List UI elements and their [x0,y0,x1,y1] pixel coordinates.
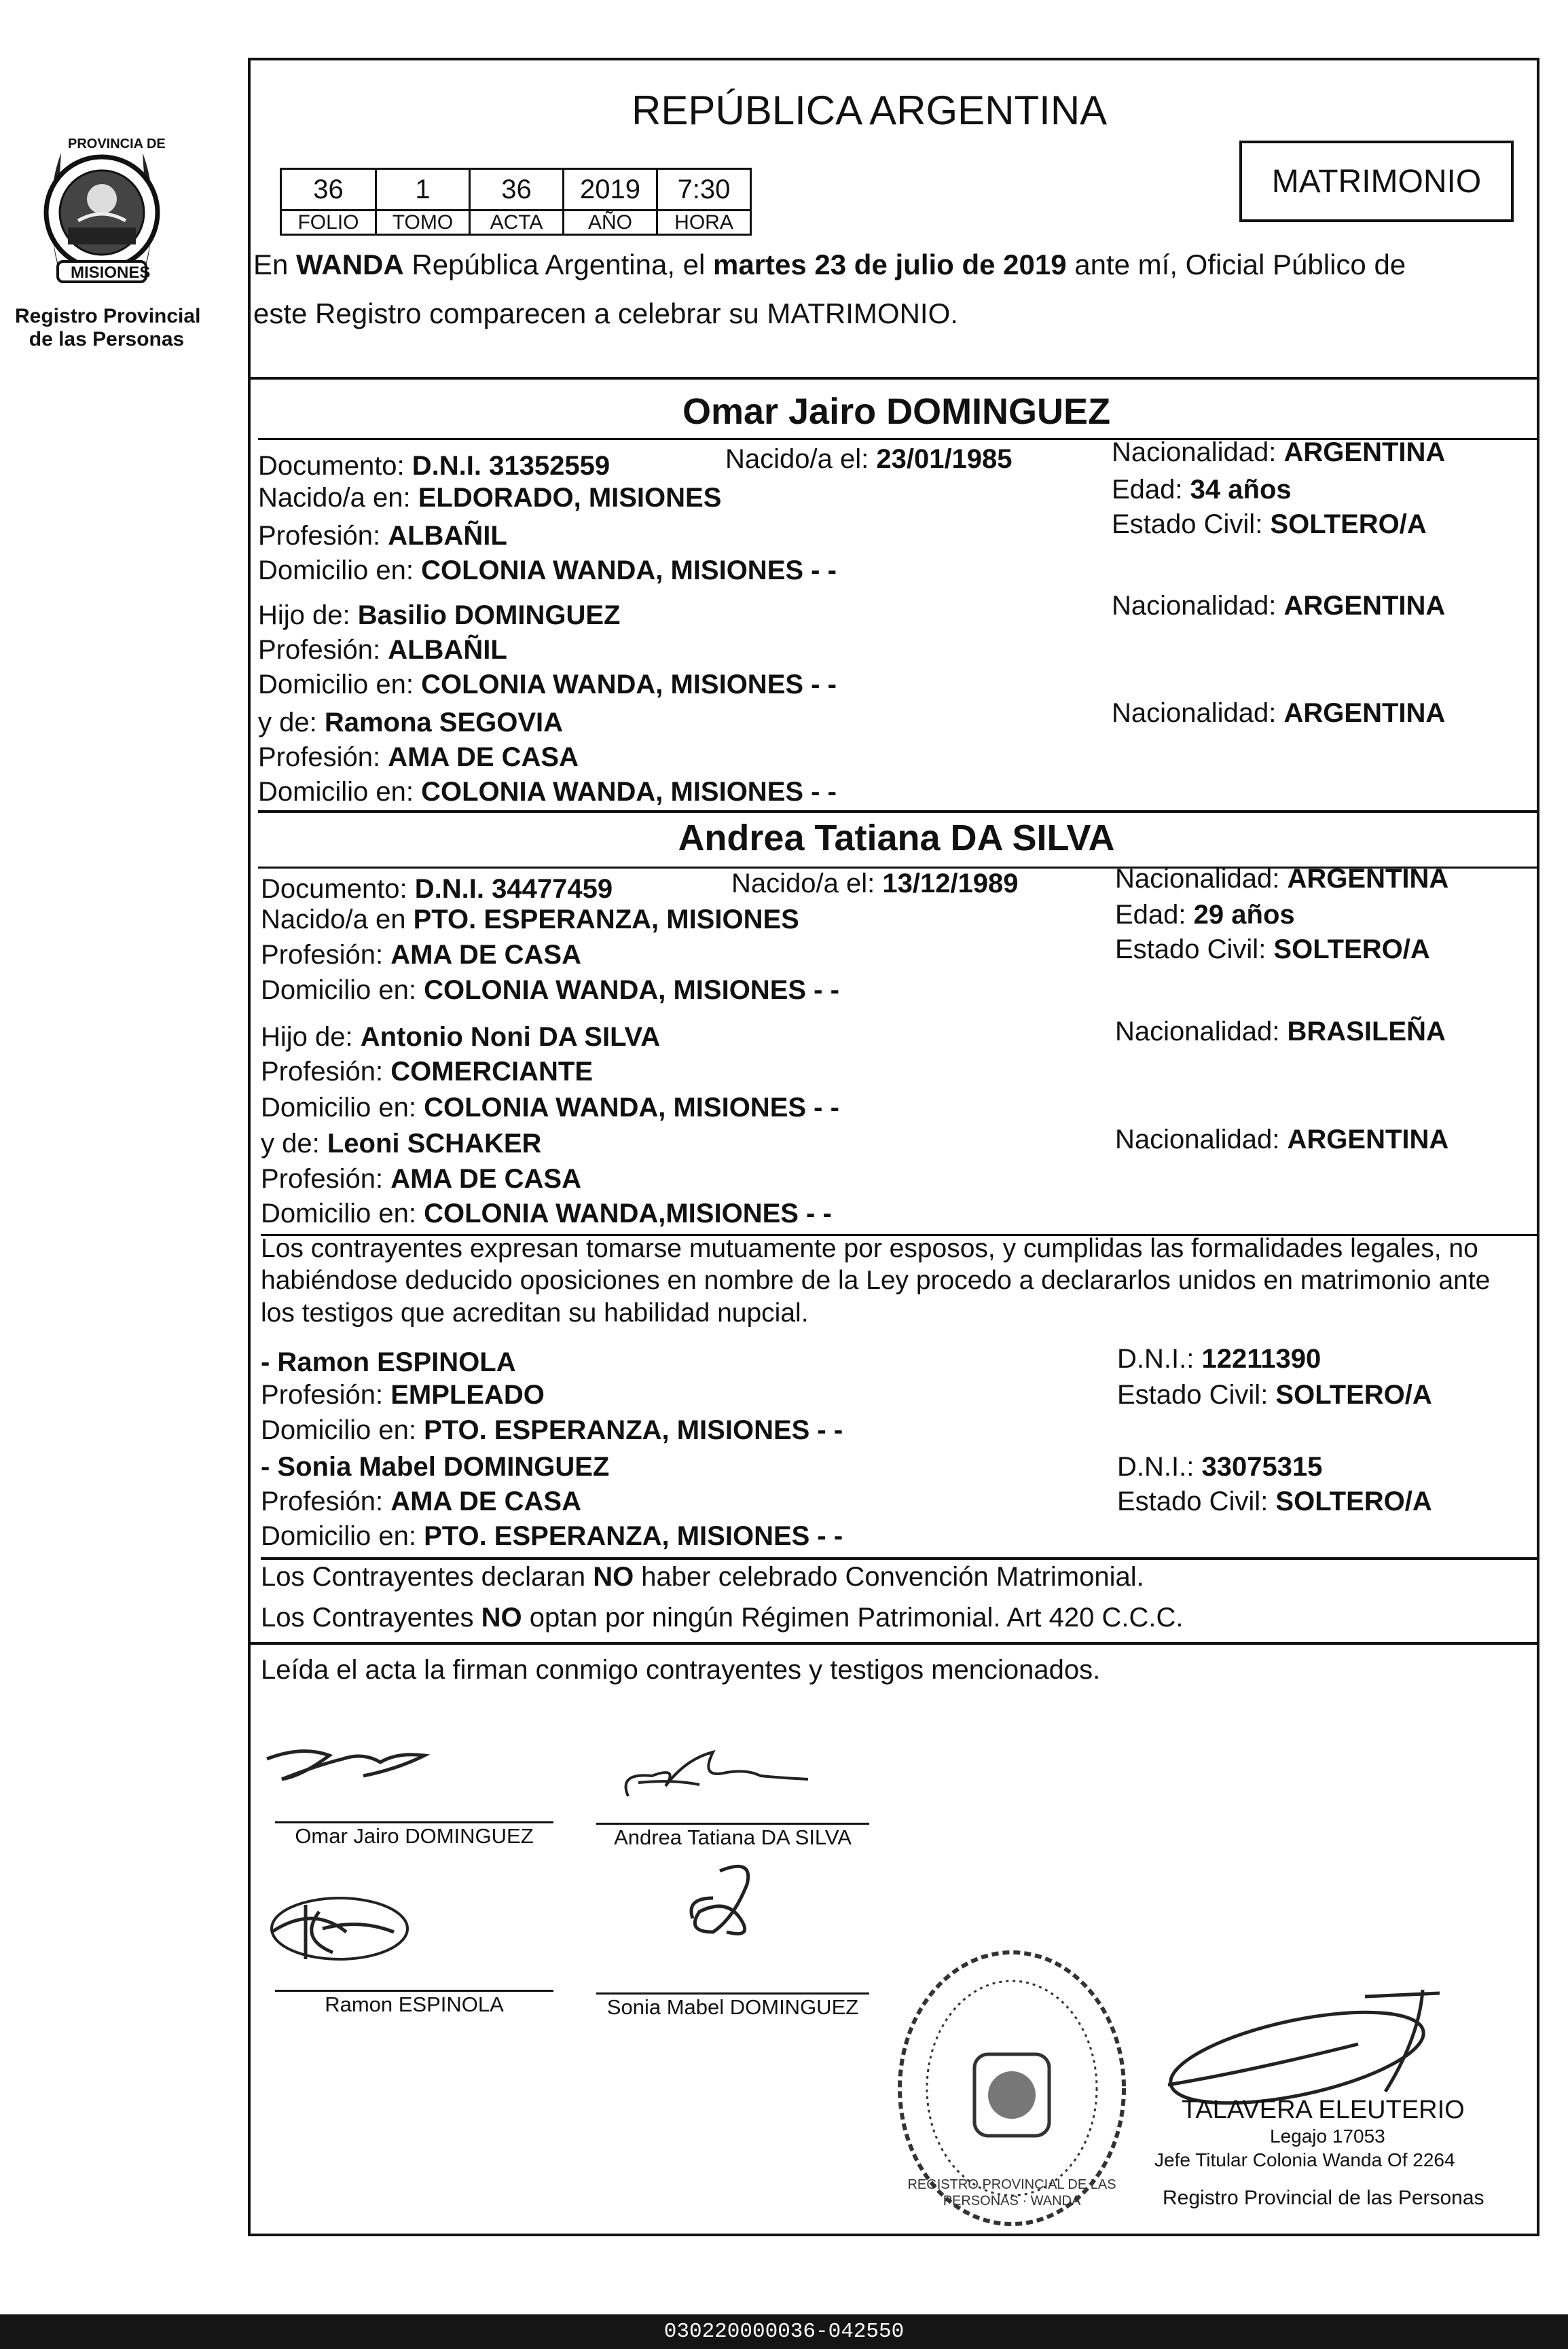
groom-mother-nationality: Nacionalidad: ARGENTINA [1112,698,1446,728]
divider [251,377,1537,380]
witness-2-civil-status: Estado Civil: SOLTERO/A [1117,1487,1432,1516]
official-legajo: Legajo 17053 [1270,2126,1385,2147]
groom-name: Omar Jairo DOMINGUEZ [682,391,1111,432]
closing-statement: Leída el acta la firman conmigo contrayentes y testigos mencionados. [261,1655,1101,1685]
bride-mother: y de: Leoni SCHAKER [261,1129,542,1159]
groom-signature-caption: Omar Jairo DOMINGUEZ [295,1824,534,1848]
witness-2-signature [672,1857,788,1946]
signature-line [596,1992,869,1995]
registry-name-line2: de las Personas [29,328,185,350]
bride-birthplace: Nacido/a en PTO. ESPERANZA, MISIONES [261,905,799,934]
groom-mother-address: Domicilio en: COLONIA WANDA, MISIONES - - [258,777,837,807]
tomo-value: 1 [376,169,470,211]
intro-line-2: este Registro comparecen a celebrar su MATRIMONIO. [253,297,958,329]
bride-name: Andrea Tatiana DA SILVA [678,818,1115,858]
seal-bottom-text: MISIONES [71,263,151,282]
acta-value: 36 [470,169,564,211]
signature-line [275,1821,553,1823]
witness-1-address: Domicilio en: PTO. ESPERANZA, MISIONES - - [261,1415,843,1445]
bride-address: Domicilio en: COLONIA WANDA, MISIONES - - [261,975,839,1005]
witness-2-dni: D.N.I.: 33075315 [1117,1452,1323,1482]
registry-name-line1: Registro Provincial [15,305,201,327]
declaration-line-1: Los contrayentes expresan tomarse mutuamente por esposos, y cumplidas las formalidades legales, no [261,1234,1478,1263]
bride-father-nationality: Nacionalidad: BRASILEÑA [1115,1017,1446,1046]
bride-mother-profession: Profesión: AMA DE CASA [261,1164,581,1194]
hour-label: HORA [657,211,751,235]
witness-2-address: Domicilio en: PTO. ESPERANZA, MISIONES - - [261,1521,843,1551]
groom-father: Hijo de: Basilio DOMINGUEZ [258,600,621,630]
folio-value: 36 [281,169,376,211]
bride-mother-nationality: Nacionalidad: ARGENTINA [1115,1125,1449,1154]
hour-value: 7:30 [657,169,751,211]
groom-nationality: Nacionalidad: ARGENTINA [1112,437,1446,467]
groom-mother: y de: Ramona SEGOVIA [258,708,564,738]
official-registry: Registro Provincial de las Personas [1163,2187,1484,2209]
groom-signature [261,1738,445,1800]
barcode-text: 030220000036-042550 [663,2320,905,2344]
acta-label: ACTA [470,211,564,235]
record-type: MATRIMONIO [1271,163,1482,200]
country-title: REPÚBLICA ARGENTINA [632,88,1108,133]
signature-line [596,1823,869,1825]
witness-1-name: - Ramon ESPINOLA [261,1347,516,1377]
bride-civil-status: Estado Civil: SOLTERO/A [1115,934,1430,964]
year-value: 2019 [564,169,657,211]
declaration-line-3: los testigos que acreditan su habilidad nupcial. [261,1298,809,1328]
official-name: TALAVERA ELEUTERIO [1182,2096,1465,2124]
witness-1-profession: Profesión: EMPLEADO [261,1380,545,1410]
witness-1-signature [258,1891,421,1973]
groom-father-nationality: Nacionalidad: ARGENTINA [1112,591,1446,621]
bride-document: Documento: D.N.I. 34477459 [261,874,613,904]
bride-profession: Profesión: AMA DE CASA [261,940,581,970]
groom-father-address: Domicilio en: COLONIA WANDA, MISIONES - - [258,670,837,699]
declaration-line-2: habiéndose deducido oposiciones en nombre de la Ley procedo a declararlos unidos en matrimonio ante [261,1266,1491,1295]
intro-line-1: En WANDA República Argentina, el martes 23 de julio de 2019 ante mí, Oficial Público de [253,249,1406,280]
divider [251,1642,1537,1645]
year-label: AÑO [564,211,657,235]
bride-nationality: Nacionalidad: ARGENTINA [1115,864,1449,894]
groom-document: Documento: D.N.I. 31352559 [258,451,610,481]
province-seal [20,126,183,302]
record-index-grid [280,168,752,236]
bride-father-address: Domicilio en: COLONIA WANDA, MISIONES - - [261,1093,839,1123]
seal-top-text: PROVINCIA DE [68,136,166,151]
groom-birth-date: Nacido/a el: 23/01/1985 [725,444,1013,474]
official-stamp-text: REGISTRO PROVINCIAL DE LAS PERSONAS · WANDA [907,2177,1116,2208]
groom-birthplace: Nacido/a en: ELDORADO, MISIONES [258,483,722,513]
divider [261,1557,1537,1560]
witness-2-profession: Profesión: AMA DE CASA [261,1487,581,1516]
divider [258,810,1537,813]
witness-1-signature-caption: Ramon ESPINOLA [325,1992,504,2016]
groom-profession: Profesión: ALBAÑIL [258,521,507,551]
tomo-label: TOMO [376,211,470,235]
witness-1-civil-status: Estado Civil: SOLTERO/A [1117,1380,1432,1410]
bride-father: Hijo de: Antonio Noni DA SILVA [261,1022,661,1052]
groom-address: Domicilio en: COLONIA WANDA, MISIONES - - [258,556,837,585]
regime-statement: Los Contrayentes NO optan por ningún Régimen Patrimonial. Art 420 C.C.C. [261,1603,1184,1633]
intro-date: martes 23 de julio de 2019 [713,249,1067,280]
record-type-box [1239,141,1514,222]
signature-line [275,1990,553,1992]
bride-father-profession: Profesión: COMERCIANTE [261,1057,593,1087]
bride-signature [611,1745,815,1806]
groom-age: Edad: 34 años [1112,475,1292,505]
witness-2-signature-caption: Sonia Mabel DOMINGUEZ [606,1995,859,2019]
witness-2-name: - Sonia Mabel DOMINGUEZ [261,1452,610,1482]
groom-father-profession: Profesión: ALBAÑIL [258,635,507,665]
convention-statement: Los Contrayentes declaran NO haber celebrado Convención Matrimonial. [261,1562,1144,1592]
bride-age: Edad: 29 años [1115,900,1295,930]
groom-mother-profession: Profesión: AMA DE CASA [258,742,579,772]
bride-signature-caption: Andrea Tatiana DA SILVA [614,1825,852,1849]
intro-city: WANDA [296,249,404,280]
folio-label: FOLIO [281,211,376,235]
barcode-footer [0,2314,1568,2349]
official-office: Jefe Titular Colonia Wanda Of 2264 [1154,2149,1455,2170]
bride-mother-address: Domicilio en: COLONIA WANDA,MISIONES - - [261,1199,832,1228]
witness-1-dni: D.N.I.: 12211390 [1117,1344,1321,1374]
groom-civil-status: Estado Civil: SOLTERO/A [1112,509,1427,539]
bride-birth-date: Nacido/a el: 13/12/1989 [731,869,1019,898]
